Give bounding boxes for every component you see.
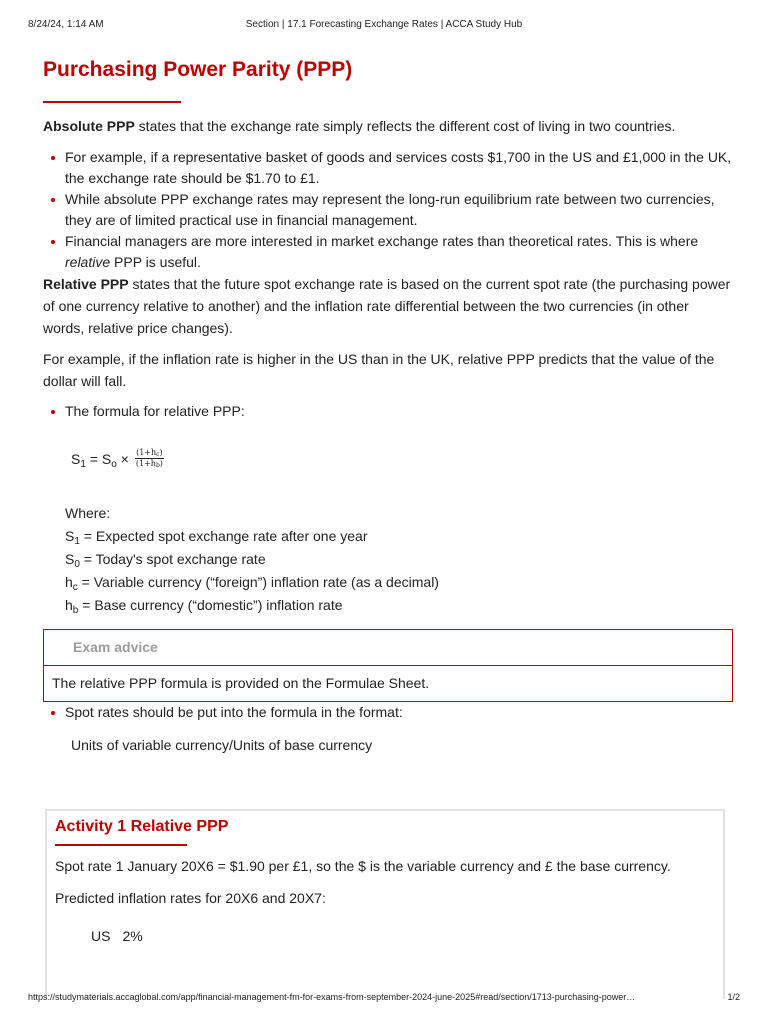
list-item	[65, 189, 733, 231]
activity-spot-rate: Spot rate 1 January 20X6 = $1.90 per £1, so the $ is the variable currency and £ the base currency.	[55, 858, 671, 874]
list-item-text: The formula for relative PPP:	[65, 403, 245, 419]
activity-title: Activity 1 Relative PPP	[55, 818, 229, 835]
list-item-text: For example, if a representative basket of goods and services costs $1,700 in the US and £1,000 in the UK, the exchange rate should be $1.70 to £1.	[65, 149, 732, 186]
absolute-ppp-text: states that the exchange rate simply reflects the different cost of living in two countries.	[134, 118, 676, 134]
bullet-dot	[51, 240, 55, 244]
formula-block	[71, 422, 733, 488]
list-item-text: Financial managers are more interested in market exchange rates than theoretical rates. This is where	[65, 233, 699, 249]
formula-list	[43, 401, 733, 422]
print-footer	[28, 992, 740, 1006]
list-item-text: Spot rates should be put into the formula in the format:	[65, 704, 403, 720]
list-item-text: PPP is useful.	[110, 254, 201, 270]
fraction-numerator: $(1+h_c)$	[136, 448, 163, 458]
list-item	[65, 147, 733, 189]
inflation-country: US	[91, 928, 111, 944]
emphasis-relative: relative	[65, 254, 111, 270]
spot-rate-list	[43, 702, 733, 723]
exam-advice-header	[44, 630, 732, 666]
formula-fraction	[135, 448, 164, 469]
list-item	[65, 702, 733, 723]
definition-hb: $h_b$ = Base currency (“domestic”) inflation rate	[65, 597, 343, 616]
bullet-dot	[51, 410, 55, 414]
relative-ppp-text: states that the future spot exchange rate is based on the current spot rate (the purchasing power of one currency relative to another) and the inflation rate differential between the two currencies (in other words, relative price changes).	[43, 276, 731, 336]
where-definitions	[65, 502, 733, 617]
where-label: Where:	[65, 505, 111, 521]
activity-box	[45, 809, 725, 999]
exam-advice-body	[44, 666, 732, 701]
formula-equals: =	[85, 450, 102, 467]
exam-advice-title: Exam advice	[73, 639, 158, 655]
formula-rhs: $S_o$	[101, 450, 117, 470]
list-item-text: While absolute PPP exchange rates may represent the long-run equilibrium rate between two currencies, they are of limited practical use in financial management.	[65, 191, 715, 228]
bullet-dot	[51, 711, 55, 715]
absolute-ppp-paragraph	[43, 115, 733, 137]
absolute-ppp-list	[43, 147, 733, 273]
spot-rate-format: Units of variable currency/Units of base currency	[71, 737, 373, 753]
definition-s1: $S_1$ = Expected spot exchange rate after one year	[65, 528, 368, 547]
activity-title-underline	[55, 844, 187, 846]
inflation-rate: 2%	[122, 928, 143, 944]
example-paragraph: For example, if the inflation rate is higher in the US than in the UK, relative PPP predicts that the value of the dollar will fall.	[43, 351, 715, 389]
title-underline	[43, 101, 181, 103]
print-page-number: 1/2	[727, 992, 740, 1002]
print-header	[28, 19, 740, 33]
relative-ppp-formula	[71, 448, 164, 469]
activity-inflation-row	[91, 925, 143, 947]
main-content	[43, 56, 733, 753]
bullet-dot	[51, 198, 55, 202]
relative-ppp-paragraph	[43, 273, 733, 339]
exam-advice-text: The relative PPP formula is provided on the Formulae Sheet.	[52, 675, 430, 691]
relative-ppp-term: Relative PPP	[43, 276, 129, 292]
formula-times: ×	[116, 450, 129, 467]
list-item	[65, 231, 733, 273]
definition-s0: $S_0$ = Today's spot exchange rate	[65, 551, 266, 570]
page-title: Purchasing Power Parity (PPP)	[43, 58, 353, 81]
print-url: https://studymaterials.accaglobal.com/app/financial-management-fm-for-exams-from-september-2024-june-2025#read/section/1713-purchasing-power…	[28, 992, 636, 1002]
definition-hc: $h_c$ = Variable currency (“foreign”) inflation rate (as a decimal)	[65, 574, 439, 593]
bullet-dot	[51, 156, 55, 160]
absolute-ppp-term: Absolute PPP	[43, 118, 135, 134]
print-timestamp: 8/24/24, 1:14 AM	[28, 19, 104, 30]
exam-advice-box	[43, 629, 733, 702]
activity-inflation-label: Predicted inflation rates for 20X6 and 20X7:	[55, 890, 326, 906]
print-page-title: Section | 17.1 Forecasting Exchange Rates | ACCA Study Hub	[245, 19, 523, 30]
fraction-denominator: $(1+h_b)$	[135, 459, 163, 469]
formula-lhs: $S_1$	[71, 450, 86, 470]
list-item	[65, 401, 733, 422]
